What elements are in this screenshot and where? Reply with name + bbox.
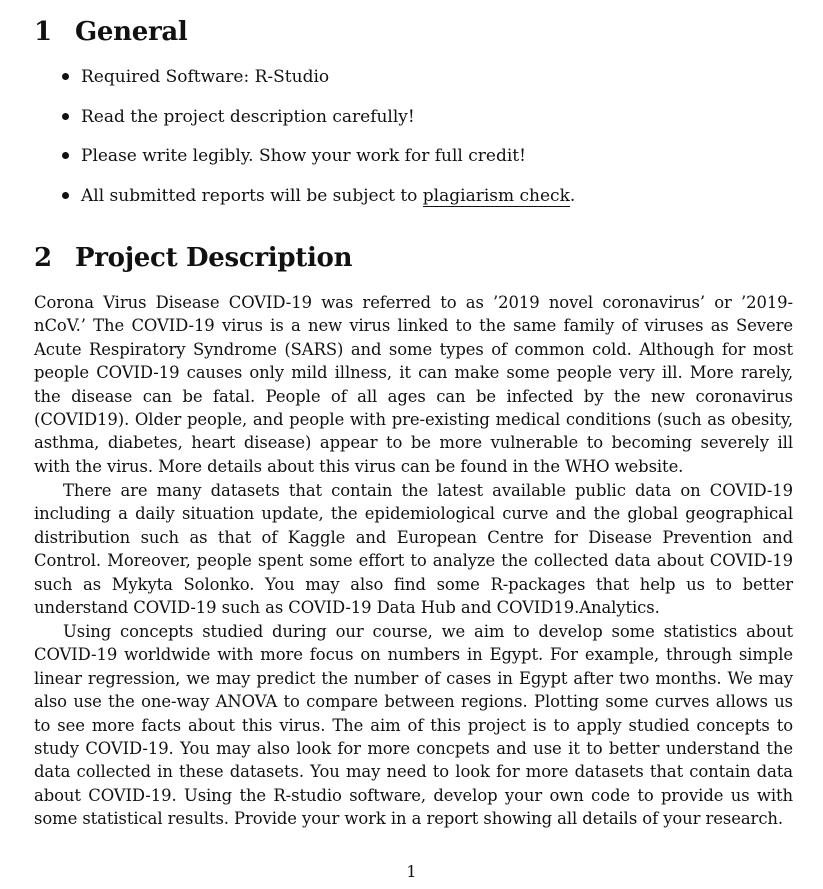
bullet-prefix: All submitted reports will be subject to [81, 185, 423, 206]
bullet-icon [62, 113, 69, 120]
section-number: 1 [34, 17, 52, 47]
list-item [34, 182, 793, 222]
bullet-text [81, 182, 575, 211]
bullet-icon [62, 152, 69, 159]
page-number: 1 [406, 862, 417, 881]
section-heading-project-description [34, 242, 352, 274]
section-title: Project Description [75, 243, 353, 273]
section-heading-general [34, 16, 188, 48]
section-title: General [75, 17, 188, 47]
section-number: 2 [34, 243, 52, 273]
bullet-suffix: . [569, 185, 576, 206]
bullet-text: Read the project description carefully! [81, 106, 415, 127]
paragraph-aims: Using concepts studied during our course, we aim to develop some statistics about COVID-19 worldwide with more focus on numbers in Egypt. For example, through simple linear regression, we may predict the number of cases in Egypt after two months. We may also use the one-way ANOVA to compare between regions. Plotting some curves allows us to see more facts about this virus. The aim of this project is to apply studied concepts to study COVID-19. You may also look for more concpets and use it to better understand the data collected in these datasets. You may need to look for more datasets that contain data about COVID-19. Using the R-studio software, develop your own code to provide us with some statistical results. Provide your work in a report showing all details of your research. [34, 622, 793, 829]
list-item [34, 63, 793, 103]
bullet-icon [62, 192, 69, 199]
list-item [34, 142, 793, 182]
bullet-text: Please write legibly. Show your work for full credit! [81, 146, 526, 166]
paragraph-datasets: There are many datasets that contain the latest available public data on COVID-19 including a daily situation update, the epidemiological curve and the global geographical distribution such as that of Kaggle and European Centre for Disease Prevention and Control. Moreover, people spent some effort to analyze the collected data about COVID-19 such as Mykyta Solonko. You may also find some R-packages that help us to better understand COVID-19 such as COVID-19 Data Hub and COVID19.Analytics. [34, 481, 793, 618]
list-item [34, 103, 793, 143]
requirements-list [34, 63, 793, 221]
bullet-icon [62, 73, 69, 80]
plagiarism-check-link[interactable]: plagiarism check [422, 185, 570, 206]
paragraph-introduction: Corona Virus Disease COVID-19 was referred to as ’2019 novel coronavirus’ or ’2019-nCoV.’ The COVID-19 virus is a new virus linked to the same family of viruses as Severe Acute Respiratory Syndrome (SARS) and some types of common cold. Although for most people COVID-19 causes only mild illness, it can make some people very ill. More rarely, the disease can be fatal. People of all ages can be infected by the new coronavirus (COVID19). Older people, and people with pre-existing medical conditions (such as obesity, asthma, diabetes, heart disease) appear to be more vulnerable to becoming severely ill with the virus. More details about this virus can be found in the WHO website. [34, 293, 793, 476]
bullet-text: Required Software: R-Studio [81, 67, 330, 87]
